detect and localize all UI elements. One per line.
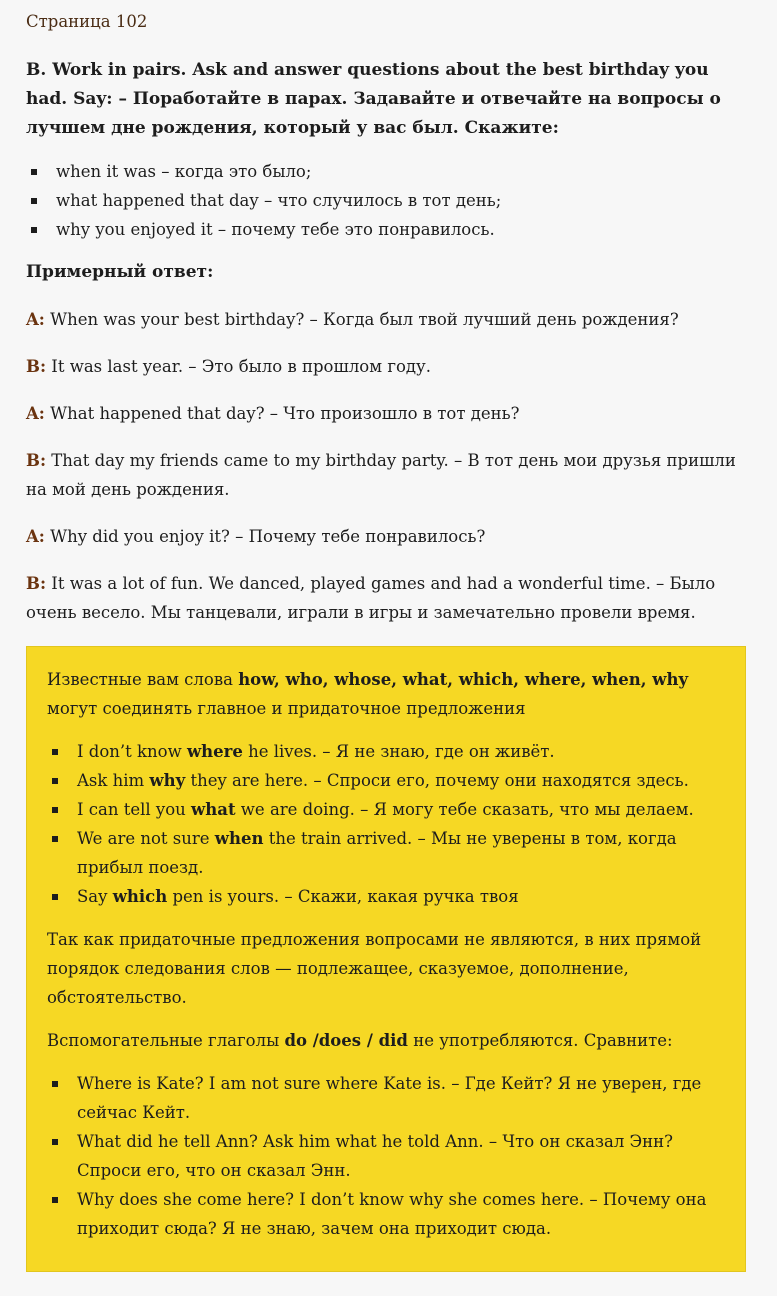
list-item: what happened that day – что случилось в тот день;	[26, 186, 751, 215]
example-text: the train arrived. – Мы не уверены в том, когда прибыл поезд.	[77, 829, 677, 877]
example-keyword: what	[191, 800, 236, 819]
list-item	[47, 766, 725, 795]
task-list	[26, 157, 751, 244]
grammar-intro	[47, 665, 725, 723]
dialogue-line	[26, 352, 751, 381]
list-item: Why does she come here? I don’t know why she comes here. – Почему она приходит сюда? Я не знаю, зачем она приходит сюда.	[47, 1185, 725, 1243]
list-item	[47, 882, 725, 911]
comparison-list	[47, 1069, 725, 1243]
auxiliary-note	[47, 1026, 725, 1055]
dialogue-line	[26, 305, 751, 334]
speaker-label: A:	[26, 404, 45, 423]
dialogue-text: Why did you enjoy it? – Почему тебе понравилось?	[50, 527, 486, 546]
dialogue-line	[26, 569, 751, 627]
grammar-box	[26, 646, 746, 1272]
list-item	[47, 737, 725, 766]
word-order-note: Так как придаточные предложения вопросами не являются, в них прямой порядок следования слов — подлежащее, сказуемое, дополнение, обстоятельство.	[47, 930, 702, 1007]
list-item	[47, 824, 725, 882]
example-keyword: when	[214, 829, 264, 848]
intro-text-end: могут соединять главное и придаточное предложения	[47, 699, 526, 718]
list-item: What did he tell Ann? Ask him what he told Ann. – Что он сказал Энн? Спроси его, что он сказал Энн.	[47, 1127, 725, 1185]
example-text: I don’t know	[77, 742, 187, 761]
example-text: Ask him	[77, 771, 150, 790]
speaker-label: A:	[26, 527, 45, 546]
example-keyword: where	[186, 742, 243, 761]
list-item	[47, 795, 725, 824]
dialogue-text: That day my friends came to my birthday party. – В тот день мои друзья пришли на мой день рождения.	[26, 451, 736, 499]
example-text: he lives. – Я не знаю, где он живёт.	[242, 742, 555, 761]
example-text: Say	[77, 887, 113, 906]
example-keyword: why	[149, 771, 186, 790]
speaker-label: A:	[26, 310, 45, 329]
speaker-label: B:	[26, 357, 47, 376]
list-item: when it was – когда это было;	[26, 157, 751, 186]
dialogue-line	[26, 446, 751, 504]
task-heading: B. Work in pairs. Ask and answer questions about the best birthday you had. Say: – Поработайте в парах. Задавайте и отвечайте на вопросы о лучшем дне рождения, который у вас был. Скажите:	[26, 60, 721, 138]
example-text: we are doing. – Я могу тебе сказать, что мы делаем.	[235, 800, 694, 819]
dialogue-text: What happened that day? – Что произошло в тот день?	[50, 404, 520, 423]
intro-keywords: how, who, whose, what, which, where, when, why	[238, 670, 689, 689]
sample-title: Примерный ответ:	[26, 262, 214, 282]
page-label: Страница 102	[26, 12, 148, 31]
intro-text: Известные вам слова	[47, 670, 239, 689]
aux-text-end: не употребляются. Сравните:	[407, 1031, 673, 1050]
example-list	[47, 737, 725, 911]
dialogue-text: When was your best birthday? – Когда был твой лучший день рождения?	[50, 310, 679, 329]
example-text: they are here. – Спроси его, почему они находятся здесь.	[185, 771, 689, 790]
dialogue-text: It was last year. – Это было в прошлом году.	[51, 357, 432, 376]
example-text: pen is yours. – Скажи, какая ручка твоя	[167, 887, 519, 906]
example-keyword: which	[112, 887, 168, 906]
list-item: why you enjoyed it – почему тебе это понравилось.	[26, 215, 751, 244]
list-item: Where is Kate? I am not sure where Kate is. – Где Кейт? Я не уверен, где сейчас Кейт.	[47, 1069, 725, 1127]
aux-keywords: do /does / did	[284, 1031, 408, 1050]
example-text: I can tell you	[77, 800, 192, 819]
aux-text: Вспомогательные глаголы	[47, 1031, 285, 1050]
dialogue-line	[26, 522, 751, 551]
example-text: We are not sure	[77, 829, 215, 848]
dialogue-line	[26, 399, 751, 428]
dialogue-text: It was a lot of fun. We danced, played games and had a wonderful time. – Было очень весело. Мы танцевали, играли в игры и замечательно провели время.	[26, 574, 716, 622]
speaker-label: B:	[26, 451, 47, 470]
speaker-label: B:	[26, 574, 47, 593]
